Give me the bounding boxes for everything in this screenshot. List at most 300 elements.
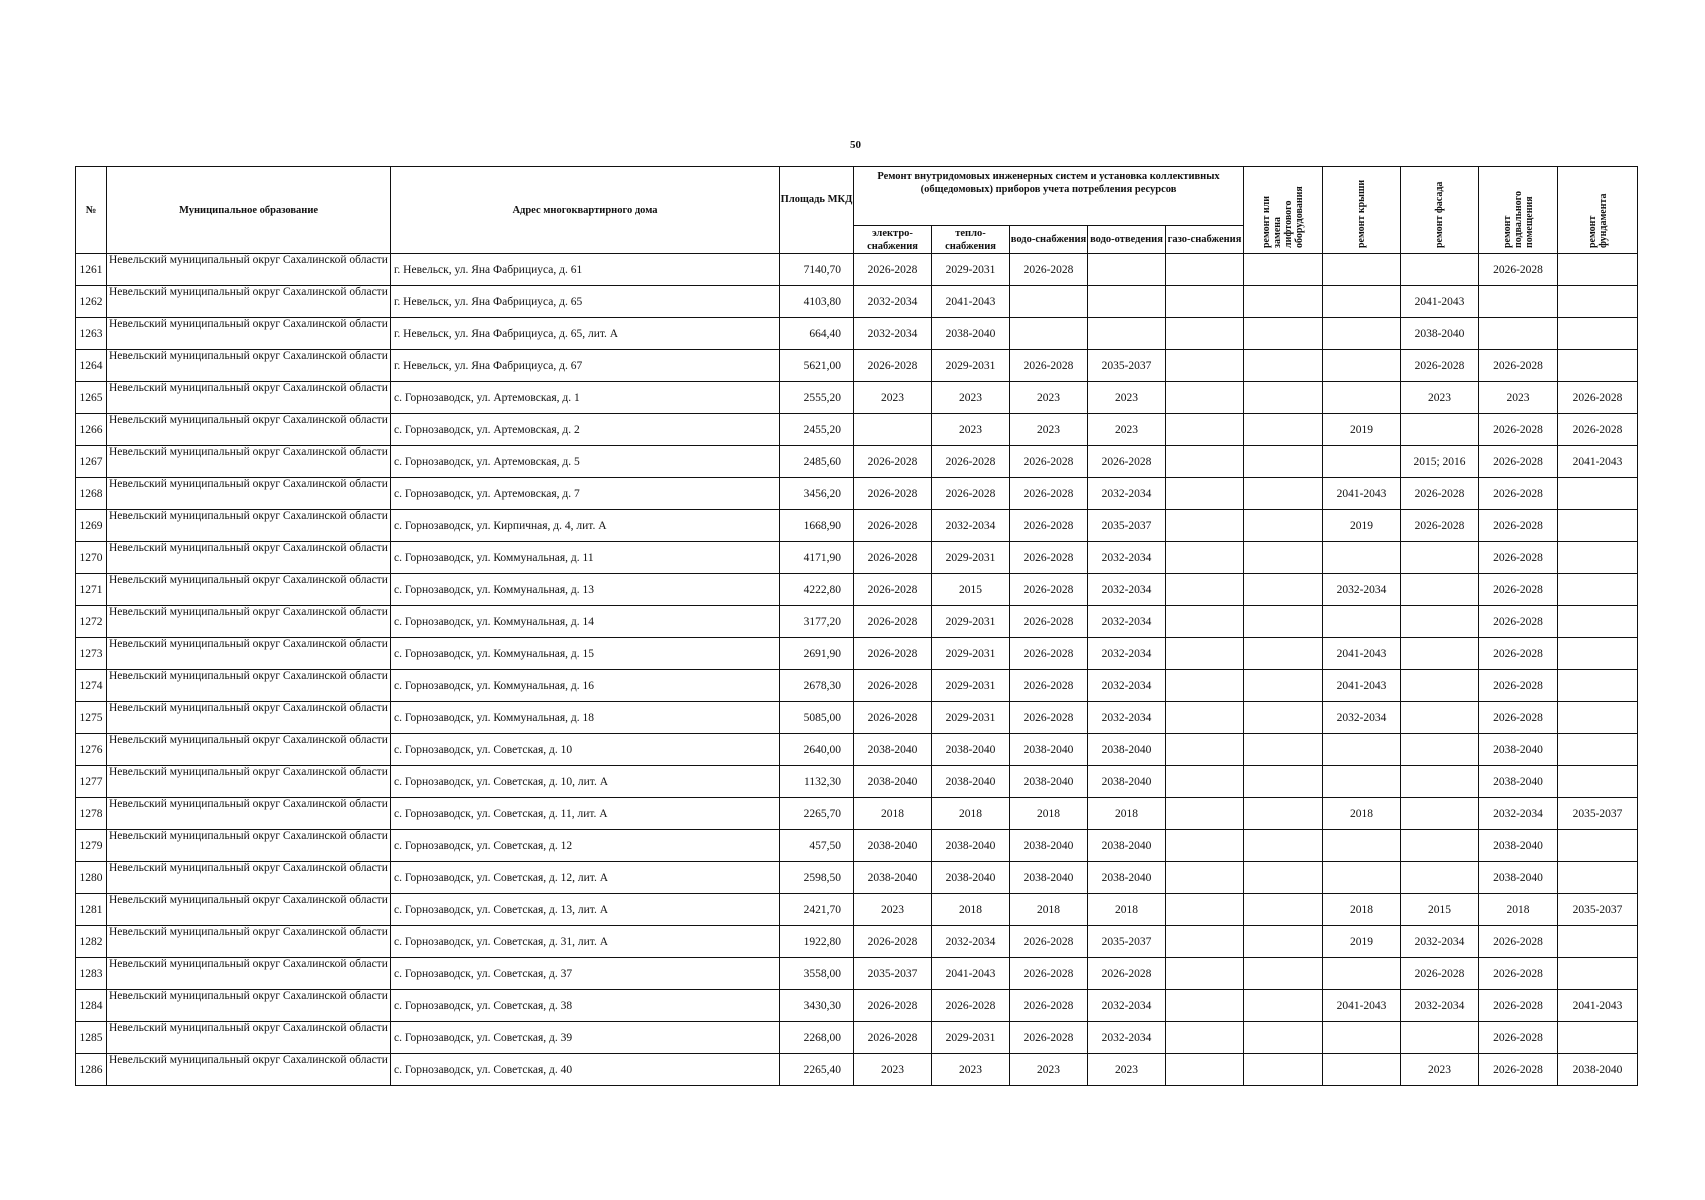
roof-cell bbox=[1323, 318, 1401, 350]
electricity-cell: 2026-2028 bbox=[854, 638, 932, 670]
lift-cell bbox=[1244, 446, 1323, 478]
roof-cell bbox=[1323, 958, 1401, 990]
basement-cell: 2026-2028 bbox=[1479, 990, 1558, 1022]
row-number: 1286 bbox=[76, 1054, 107, 1086]
municipality-cell: Невельский муниципальный округ Сахалинской области bbox=[107, 798, 391, 830]
municipality-cell: Невельский муниципальный округ Сахалинской области bbox=[107, 318, 391, 350]
facade-cell: 2032-2034 bbox=[1401, 990, 1479, 1022]
basement-cell: 2026-2028 bbox=[1479, 350, 1558, 382]
table-row bbox=[76, 414, 1638, 446]
municipality-cell: Невельский муниципальный округ Сахалинской области bbox=[107, 542, 391, 574]
table-row bbox=[76, 734, 1638, 766]
gas-cell bbox=[1166, 478, 1244, 510]
facade-cell: 2041-2043 bbox=[1401, 286, 1479, 318]
address-cell: с. Горнозаводск, ул. Коммунальная, д. 18 bbox=[391, 702, 780, 734]
lift-cell bbox=[1244, 702, 1323, 734]
table-row bbox=[76, 894, 1638, 926]
municipality-cell: Невельский муниципальный округ Сахалинской области bbox=[107, 1054, 391, 1086]
facade-cell bbox=[1401, 798, 1479, 830]
area-cell: 2640,00 bbox=[780, 734, 854, 766]
municipality-cell: Невельский муниципальный округ Сахалинской области bbox=[107, 830, 391, 862]
area-cell: 2678,30 bbox=[780, 670, 854, 702]
roof-cell: 2041-2043 bbox=[1323, 478, 1401, 510]
foundation-cell bbox=[1558, 318, 1638, 350]
header-facade: ремонт фасада bbox=[1401, 167, 1479, 254]
foundation-cell: 2035-2037 bbox=[1558, 894, 1638, 926]
row-number: 1283 bbox=[76, 958, 107, 990]
row-number: 1267 bbox=[76, 446, 107, 478]
heating-cell: 2038-2040 bbox=[932, 318, 1010, 350]
basement-cell: 2026-2028 bbox=[1479, 926, 1558, 958]
lift-cell bbox=[1244, 574, 1323, 606]
gas-cell bbox=[1166, 702, 1244, 734]
table-row bbox=[76, 862, 1638, 894]
lift-cell bbox=[1244, 414, 1323, 446]
gas-cell bbox=[1166, 1054, 1244, 1086]
gas-cell bbox=[1166, 894, 1244, 926]
table-row bbox=[76, 318, 1638, 350]
heating-cell: 2041-2043 bbox=[932, 286, 1010, 318]
roof-cell: 2041-2043 bbox=[1323, 990, 1401, 1022]
roof-cell: 2019 bbox=[1323, 926, 1401, 958]
drainage-cell: 2032-2034 bbox=[1088, 1022, 1166, 1054]
water-supply-cell: 2038-2040 bbox=[1010, 734, 1088, 766]
water-supply-cell: 2038-2040 bbox=[1010, 862, 1088, 894]
electricity-cell: 2026-2028 bbox=[854, 990, 932, 1022]
area-cell: 5621,00 bbox=[780, 350, 854, 382]
row-number: 1281 bbox=[76, 894, 107, 926]
drainage-cell bbox=[1088, 254, 1166, 286]
municipality-cell: Невельский муниципальный округ Сахалинской области bbox=[107, 766, 391, 798]
electricity-cell: 2026-2028 bbox=[854, 1022, 932, 1054]
drainage-cell: 2026-2028 bbox=[1088, 958, 1166, 990]
municipality-cell: Невельский муниципальный округ Сахалинской области bbox=[107, 414, 391, 446]
row-number: 1284 bbox=[76, 990, 107, 1022]
gas-cell bbox=[1166, 446, 1244, 478]
table-row bbox=[76, 926, 1638, 958]
municipality-cell: Невельский муниципальный округ Сахалинской области bbox=[107, 862, 391, 894]
facade-cell bbox=[1401, 606, 1479, 638]
roof-cell bbox=[1323, 606, 1401, 638]
lift-cell bbox=[1244, 670, 1323, 702]
municipality-cell: Невельский муниципальный округ Сахалинской области bbox=[107, 670, 391, 702]
address-cell: с. Горнозаводск, ул. Коммунальная, д. 11 bbox=[391, 542, 780, 574]
area-cell: 2421,70 bbox=[780, 894, 854, 926]
water-supply-cell: 2038-2040 bbox=[1010, 830, 1088, 862]
foundation-cell bbox=[1558, 830, 1638, 862]
foundation-cell bbox=[1558, 542, 1638, 574]
page-number: 50 bbox=[850, 139, 861, 151]
lift-cell bbox=[1244, 478, 1323, 510]
header-row-1 bbox=[76, 167, 1638, 226]
water-supply-cell: 2026-2028 bbox=[1010, 478, 1088, 510]
row-number: 1275 bbox=[76, 702, 107, 734]
basement-cell: 2026-2028 bbox=[1479, 1022, 1558, 1054]
basement-cell: 2038-2040 bbox=[1479, 862, 1558, 894]
area-cell: 1668,90 bbox=[780, 510, 854, 542]
basement-cell bbox=[1479, 318, 1558, 350]
row-number: 1282 bbox=[76, 926, 107, 958]
roof-cell bbox=[1323, 862, 1401, 894]
electricity-cell: 2032-2034 bbox=[854, 286, 932, 318]
facade-cell bbox=[1401, 702, 1479, 734]
basement-cell: 2026-2028 bbox=[1479, 638, 1558, 670]
roof-cell bbox=[1323, 542, 1401, 574]
roof-cell bbox=[1323, 254, 1401, 286]
heating-cell: 2038-2040 bbox=[932, 862, 1010, 894]
address-cell: с. Горнозаводск, ул. Советская, д. 37 bbox=[391, 958, 780, 990]
address-cell: с. Горнозаводск, ул. Коммунальная, д. 16 bbox=[391, 670, 780, 702]
drainage-cell: 2023 bbox=[1088, 382, 1166, 414]
address-cell: г. Невельск, ул. Яна Фабрициуса, д. 61 bbox=[391, 254, 780, 286]
lift-cell bbox=[1244, 638, 1323, 670]
municipality-cell: Невельский муниципальный округ Сахалинской области bbox=[107, 926, 391, 958]
drainage-cell: 2026-2028 bbox=[1088, 446, 1166, 478]
header-basement: ремонт подвального помещения bbox=[1479, 167, 1558, 254]
area-cell: 2485,60 bbox=[780, 446, 854, 478]
address-cell: с. Горнозаводск, ул. Советская, д. 39 bbox=[391, 1022, 780, 1054]
facade-cell bbox=[1401, 670, 1479, 702]
heating-cell: 2038-2040 bbox=[932, 830, 1010, 862]
facade-cell: 2026-2028 bbox=[1401, 958, 1479, 990]
electricity-cell: 2038-2040 bbox=[854, 862, 932, 894]
gas-cell bbox=[1166, 286, 1244, 318]
heating-cell: 2029-2031 bbox=[932, 542, 1010, 574]
facade-cell: 2026-2028 bbox=[1401, 350, 1479, 382]
facade-cell: 2023 bbox=[1401, 382, 1479, 414]
row-number: 1261 bbox=[76, 254, 107, 286]
lift-cell bbox=[1244, 958, 1323, 990]
lift-cell bbox=[1244, 830, 1323, 862]
basement-cell: 2026-2028 bbox=[1479, 478, 1558, 510]
electricity-cell: 2026-2028 bbox=[854, 350, 932, 382]
address-cell: с. Горнозаводск, ул. Советская, д. 38 bbox=[391, 990, 780, 1022]
drainage-cell: 2038-2040 bbox=[1088, 830, 1166, 862]
header-address: Адрес многоквартирного дома bbox=[391, 167, 780, 254]
facade-cell bbox=[1401, 830, 1479, 862]
water-supply-cell: 2026-2028 bbox=[1010, 1022, 1088, 1054]
heating-cell: 2018 bbox=[932, 894, 1010, 926]
drainage-cell: 2035-2037 bbox=[1088, 510, 1166, 542]
municipality-cell: Невельский муниципальный округ Сахалинской области bbox=[107, 638, 391, 670]
drainage-cell: 2023 bbox=[1088, 414, 1166, 446]
header-roof: ремонт крыши bbox=[1323, 167, 1401, 254]
basement-cell: 2026-2028 bbox=[1479, 702, 1558, 734]
basement-cell: 2026-2028 bbox=[1479, 542, 1558, 574]
lift-cell bbox=[1244, 542, 1323, 574]
foundation-cell bbox=[1558, 670, 1638, 702]
basement-cell: 2038-2040 bbox=[1479, 766, 1558, 798]
table-row bbox=[76, 382, 1638, 414]
repair-schedule-table bbox=[75, 166, 1638, 1086]
electricity-cell: 2026-2028 bbox=[854, 606, 932, 638]
municipality-cell: Невельский муниципальный округ Сахалинской области bbox=[107, 606, 391, 638]
row-number: 1264 bbox=[76, 350, 107, 382]
electricity-cell: 2026-2028 bbox=[854, 926, 932, 958]
foundation-cell bbox=[1558, 574, 1638, 606]
heating-cell: 2038-2040 bbox=[932, 734, 1010, 766]
basement-cell: 2026-2028 bbox=[1479, 958, 1558, 990]
foundation-cell bbox=[1558, 638, 1638, 670]
area-cell: 664,40 bbox=[780, 318, 854, 350]
roof-cell: 2018 bbox=[1323, 894, 1401, 926]
roof-cell bbox=[1323, 446, 1401, 478]
foundation-cell bbox=[1558, 926, 1638, 958]
gas-cell bbox=[1166, 670, 1244, 702]
drainage-cell: 2032-2034 bbox=[1088, 574, 1166, 606]
electricity-cell: 2026-2028 bbox=[854, 446, 932, 478]
electricity-cell: 2026-2028 bbox=[854, 254, 932, 286]
municipality-cell: Невельский муниципальный округ Сахалинской области bbox=[107, 350, 391, 382]
drainage-cell: 2032-2034 bbox=[1088, 606, 1166, 638]
roof-cell: 2019 bbox=[1323, 510, 1401, 542]
row-number: 1272 bbox=[76, 606, 107, 638]
row-number: 1266 bbox=[76, 414, 107, 446]
gas-cell bbox=[1166, 830, 1244, 862]
table-row bbox=[76, 446, 1638, 478]
address-cell: с. Горнозаводск, ул. Советская, д. 31, лит. А bbox=[391, 926, 780, 958]
water-supply-cell: 2023 bbox=[1010, 382, 1088, 414]
foundation-cell bbox=[1558, 862, 1638, 894]
row-number: 1276 bbox=[76, 734, 107, 766]
area-cell: 2691,90 bbox=[780, 638, 854, 670]
header-num: № bbox=[76, 167, 107, 254]
lift-cell bbox=[1244, 990, 1323, 1022]
gas-cell bbox=[1166, 542, 1244, 574]
row-number: 1262 bbox=[76, 286, 107, 318]
facade-cell bbox=[1401, 542, 1479, 574]
municipality-cell: Невельский муниципальный округ Сахалинской области bbox=[107, 734, 391, 766]
basement-cell: 2026-2028 bbox=[1479, 574, 1558, 606]
header-gas: газо-снабжения bbox=[1166, 226, 1244, 254]
electricity-cell: 2035-2037 bbox=[854, 958, 932, 990]
water-supply-cell: 2026-2028 bbox=[1010, 702, 1088, 734]
facade-cell bbox=[1401, 574, 1479, 606]
foundation-cell bbox=[1558, 1022, 1638, 1054]
municipality-cell: Невельский муниципальный округ Сахалинской области bbox=[107, 382, 391, 414]
heating-cell: 2029-2031 bbox=[932, 1022, 1010, 1054]
facade-cell: 2026-2028 bbox=[1401, 510, 1479, 542]
table-row bbox=[76, 1022, 1638, 1054]
area-cell: 2268,00 bbox=[780, 1022, 854, 1054]
drainage-cell: 2032-2034 bbox=[1088, 478, 1166, 510]
heating-cell: 2029-2031 bbox=[932, 702, 1010, 734]
gas-cell bbox=[1166, 958, 1244, 990]
basement-cell: 2026-2028 bbox=[1479, 414, 1558, 446]
header-municipality: Муниципальное образование bbox=[107, 167, 391, 254]
water-supply-cell bbox=[1010, 286, 1088, 318]
roof-cell bbox=[1323, 1022, 1401, 1054]
municipality-cell: Невельский муниципальный округ Сахалинской области bbox=[107, 1022, 391, 1054]
water-supply-cell: 2026-2028 bbox=[1010, 542, 1088, 574]
table-row bbox=[76, 478, 1638, 510]
table-row bbox=[76, 958, 1638, 990]
heating-cell: 2018 bbox=[932, 798, 1010, 830]
table-row bbox=[76, 286, 1638, 318]
table-row bbox=[76, 990, 1638, 1022]
roof-cell: 2032-2034 bbox=[1323, 574, 1401, 606]
header-heating: тепло-снабжения bbox=[932, 226, 1010, 254]
gas-cell bbox=[1166, 254, 1244, 286]
gas-cell bbox=[1166, 350, 1244, 382]
heating-cell: 2029-2031 bbox=[932, 254, 1010, 286]
row-number: 1265 bbox=[76, 382, 107, 414]
drainage-cell: 2032-2034 bbox=[1088, 638, 1166, 670]
roof-cell: 2018 bbox=[1323, 798, 1401, 830]
lift-cell bbox=[1244, 510, 1323, 542]
water-supply-cell: 2018 bbox=[1010, 894, 1088, 926]
area-cell: 3456,20 bbox=[780, 478, 854, 510]
row-number: 1277 bbox=[76, 766, 107, 798]
drainage-cell bbox=[1088, 318, 1166, 350]
drainage-cell: 2035-2037 bbox=[1088, 350, 1166, 382]
municipality-cell: Невельский муниципальный округ Сахалинской области bbox=[107, 286, 391, 318]
water-supply-cell: 2026-2028 bbox=[1010, 958, 1088, 990]
address-cell: с. Горнозаводск, ул. Артемовская, д. 2 bbox=[391, 414, 780, 446]
address-cell: с. Горнозаводск, ул. Советская, д. 11, лит. А bbox=[391, 798, 780, 830]
foundation-cell bbox=[1558, 734, 1638, 766]
heating-cell: 2032-2034 bbox=[932, 510, 1010, 542]
heating-cell: 2023 bbox=[932, 382, 1010, 414]
drainage-cell: 2038-2040 bbox=[1088, 734, 1166, 766]
basement-cell bbox=[1479, 286, 1558, 318]
header-lift: ремонт или замена лифтового оборудования bbox=[1244, 167, 1323, 254]
facade-cell: 2023 bbox=[1401, 1054, 1479, 1086]
address-cell: г. Невельск, ул. Яна Фабрициуса, д. 67 bbox=[391, 350, 780, 382]
electricity-cell: 2023 bbox=[854, 1054, 932, 1086]
water-supply-cell: 2026-2028 bbox=[1010, 350, 1088, 382]
water-supply-cell: 2023 bbox=[1010, 414, 1088, 446]
roof-cell bbox=[1323, 830, 1401, 862]
foundation-cell: 2026-2028 bbox=[1558, 414, 1638, 446]
gas-cell bbox=[1166, 926, 1244, 958]
foundation-cell: 2041-2043 bbox=[1558, 990, 1638, 1022]
table-row bbox=[76, 542, 1638, 574]
lift-cell bbox=[1244, 1054, 1323, 1086]
lift-cell bbox=[1244, 734, 1323, 766]
table-row bbox=[76, 510, 1638, 542]
facade-cell bbox=[1401, 414, 1479, 446]
table-row bbox=[76, 606, 1638, 638]
electricity-cell: 2038-2040 bbox=[854, 766, 932, 798]
electricity-cell: 2026-2028 bbox=[854, 478, 932, 510]
municipality-cell: Невельский муниципальный округ Сахалинской области bbox=[107, 478, 391, 510]
area-cell: 7140,70 bbox=[780, 254, 854, 286]
gas-cell bbox=[1166, 798, 1244, 830]
basement-cell: 2026-2028 bbox=[1479, 670, 1558, 702]
basement-cell: 2023 bbox=[1479, 382, 1558, 414]
facade-cell bbox=[1401, 638, 1479, 670]
drainage-cell: 2032-2034 bbox=[1088, 990, 1166, 1022]
heating-cell: 2023 bbox=[932, 1054, 1010, 1086]
address-cell: г. Невельск, ул. Яна Фабрициуса, д. 65 bbox=[391, 286, 780, 318]
water-supply-cell: 2018 bbox=[1010, 798, 1088, 830]
area-cell: 2555,20 bbox=[780, 382, 854, 414]
area-cell: 2455,20 bbox=[780, 414, 854, 446]
gas-cell bbox=[1166, 990, 1244, 1022]
facade-cell bbox=[1401, 1022, 1479, 1054]
header-foundation: ремонт фундамента bbox=[1558, 167, 1638, 254]
water-supply-cell: 2038-2040 bbox=[1010, 766, 1088, 798]
basement-cell: 2026-2028 bbox=[1479, 606, 1558, 638]
area-cell: 457,50 bbox=[780, 830, 854, 862]
foundation-cell bbox=[1558, 350, 1638, 382]
area-cell: 2265,70 bbox=[780, 798, 854, 830]
area-cell: 3430,30 bbox=[780, 990, 854, 1022]
foundation-cell bbox=[1558, 254, 1638, 286]
electricity-cell: 2026-2028 bbox=[854, 702, 932, 734]
heating-cell: 2023 bbox=[932, 414, 1010, 446]
heating-cell: 2026-2028 bbox=[932, 990, 1010, 1022]
row-number: 1278 bbox=[76, 798, 107, 830]
address-cell: с. Горнозаводск, ул. Советская, д. 12, лит. А bbox=[391, 862, 780, 894]
gas-cell bbox=[1166, 382, 1244, 414]
row-number: 1273 bbox=[76, 638, 107, 670]
area-cell: 4171,90 bbox=[780, 542, 854, 574]
drainage-cell: 2038-2040 bbox=[1088, 862, 1166, 894]
address-cell: с. Горнозаводск, ул. Коммунальная, д. 13 bbox=[391, 574, 780, 606]
drainage-cell: 2032-2034 bbox=[1088, 542, 1166, 574]
row-number: 1285 bbox=[76, 1022, 107, 1054]
header-area: Площадь МКД bbox=[780, 167, 854, 254]
row-number: 1270 bbox=[76, 542, 107, 574]
roof-cell: 2032-2034 bbox=[1323, 702, 1401, 734]
roof-cell bbox=[1323, 350, 1401, 382]
foundation-cell bbox=[1558, 286, 1638, 318]
gas-cell bbox=[1166, 574, 1244, 606]
area-cell: 3177,20 bbox=[780, 606, 854, 638]
gas-cell bbox=[1166, 1022, 1244, 1054]
address-cell: г. Невельск, ул. Яна Фабрициуса, д. 65, лит. А bbox=[391, 318, 780, 350]
address-cell: с. Горнозаводск, ул. Советская, д. 40 bbox=[391, 1054, 780, 1086]
roof-cell: 2041-2043 bbox=[1323, 638, 1401, 670]
drainage-cell: 2038-2040 bbox=[1088, 766, 1166, 798]
water-supply-cell: 2026-2028 bbox=[1010, 606, 1088, 638]
table-row bbox=[76, 830, 1638, 862]
roof-cell bbox=[1323, 1054, 1401, 1086]
roof-cell bbox=[1323, 382, 1401, 414]
foundation-cell: 2038-2040 bbox=[1558, 1054, 1638, 1086]
drainage-cell: 2018 bbox=[1088, 798, 1166, 830]
facade-cell bbox=[1401, 254, 1479, 286]
water-supply-cell: 2026-2028 bbox=[1010, 926, 1088, 958]
basement-cell: 2026-2028 bbox=[1479, 446, 1558, 478]
area-cell: 2598,50 bbox=[780, 862, 854, 894]
gas-cell bbox=[1166, 510, 1244, 542]
gas-cell bbox=[1166, 414, 1244, 446]
gas-cell bbox=[1166, 766, 1244, 798]
heating-cell: 2029-2031 bbox=[932, 350, 1010, 382]
table-row bbox=[76, 798, 1638, 830]
heating-cell: 2026-2028 bbox=[932, 446, 1010, 478]
table-row bbox=[76, 350, 1638, 382]
address-cell: с. Горнозаводск, ул. Советская, д. 12 bbox=[391, 830, 780, 862]
area-cell: 5085,00 bbox=[780, 702, 854, 734]
address-cell: с. Горнозаводск, ул. Артемовская, д. 1 bbox=[391, 382, 780, 414]
water-supply-cell: 2026-2028 bbox=[1010, 510, 1088, 542]
water-supply-cell: 2026-2028 bbox=[1010, 574, 1088, 606]
electricity-cell: 2032-2034 bbox=[854, 318, 932, 350]
lift-cell bbox=[1244, 606, 1323, 638]
water-supply-cell bbox=[1010, 318, 1088, 350]
table-row bbox=[76, 670, 1638, 702]
drainage-cell: 2018 bbox=[1088, 894, 1166, 926]
header-drainage: водо-отведения bbox=[1088, 226, 1166, 254]
water-supply-cell: 2026-2028 bbox=[1010, 638, 1088, 670]
heating-cell: 2029-2031 bbox=[932, 606, 1010, 638]
lift-cell bbox=[1244, 382, 1323, 414]
basement-cell: 2026-2028 bbox=[1479, 1054, 1558, 1086]
